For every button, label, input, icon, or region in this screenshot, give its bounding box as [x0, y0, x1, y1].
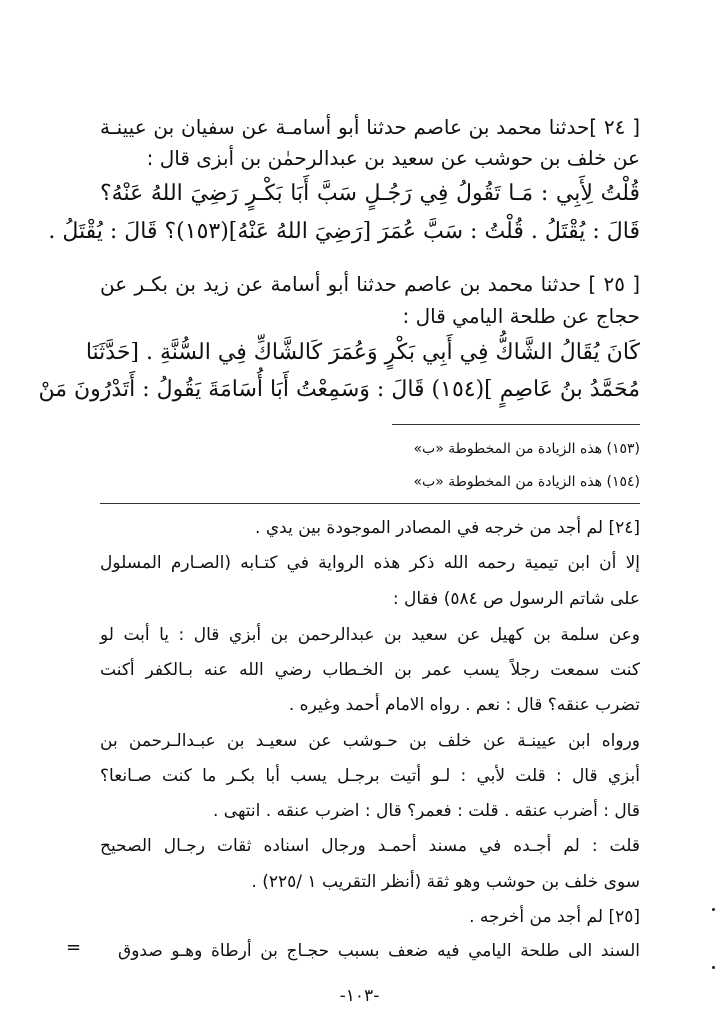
commentary-line-8: أبزي قال : قلت لأبي : لـو أتيت برجـل يسب أبا بكـر ما كنت صـانعا؟ [100, 766, 640, 786]
commentary-line-5: كنت سمعت رجلاً يسب عمر بن الخـطاب رضي الله عنه بـالكفر أكنت [100, 660, 640, 680]
footnote-separator [392, 424, 640, 425]
commentary-line-13: السند الى طلحة اليامي فيه ضعف بسبب حجـاج بن أرطاة وهـو صدوق [118, 941, 640, 961]
commentary-line-9: قال : أضرب عنقه . قلت : فعمر؟ قال : اضرب عنقه . انتهى . [212, 801, 640, 821]
continuation-mark: = [66, 937, 82, 958]
footnote-153: (١٥٣) هذه الزيادة من المخطوطة «ب» [413, 441, 640, 457]
commentary-line-7: ورواه ابن عيينـة عن خلف بن حـوشب عن سعيـد بن عبـدالـرحمن بن [100, 731, 640, 751]
hadith-24-matn-line-1: قُلْتُ لِأَبِي : مَـا تَقُولُ فِي رَجُـلٍ سَبَّ أَبَا بَكْـرٍ رَضِيَ اللهُ عَنْهُ؟ [100, 181, 640, 206]
footnote-154: (١٥٤) هذه الزيادة من المخطوطة «ب» [413, 474, 640, 490]
commentary-separator [100, 503, 640, 504]
hadith-24-isnad-line-1: [ ٢٤ ]حدثنا محمد بن عاصم حدثنا أبو أسامـة عن سفيان بن عيينـة [100, 115, 640, 139]
commentary-line-11: سوى خلف بن حوشب وهو ثقة (أنظر التقريب ١ /٢٢٥) . [251, 872, 640, 892]
commentary-line-4: وعن سلمة بن كهيل عن سعيد بن عبدالرحمن بن أبزي قال : يا أبت لو [100, 625, 640, 645]
hadith-25-matn-line-1: كَانَ يُقَالُ الشَّاكُّ فِي أَبِي بَكْرٍ وَعُمَرَ كَالشَّاكِّ فِي السُّنَّةِ . [حَدَّثَنَا [85, 340, 640, 365]
scan-speck [712, 908, 715, 911]
commentary-line-2: إلا أن ابن تيمية رحمه الله ذكر هذه الرواية في كتـابه (الصـارم المسلول [100, 553, 640, 573]
commentary-line-6: تضرب عنقه؟ قال : نعم . رواه الامام أحمد وغيره . [288, 695, 640, 715]
hadith-24-matn-line-2: قَالَ : يُقْتَلُ . قُلْتُ : سَبَّ عُمَرَ [رَضِيَ اللهُ عَنْهُ](١٥٣)؟ قَالَ : يُقْتَلُ . [48, 219, 640, 244]
commentary-line-10: قلت : لم أجـده في مسند أحمـد ورجال اسناده ثقات رجـال الصحيح [100, 836, 640, 856]
hadith-25-matn-line-2: مُحَمَّدُ بنُ عَاصِمٍ ](١٥٤) قَالَ : وَسَمِعْتُ أَبَا أُسَامَةَ يَقُولُ : أَتَدْرُونَ مَنْ [38, 377, 640, 402]
scan-speck [712, 966, 715, 969]
hadith-25-isnad-line-2: حجاج عن طلحة اليامي قال : [402, 304, 640, 328]
commentary-line-1: [٢٤] لم أجد من خرجه في المصادر الموجودة بين يدي . [255, 518, 640, 538]
commentary-line-3: على شاتم الرسول ص ٥٨٤) فقال : [392, 589, 640, 609]
hadith-25-isnad-line-1: [ ٢٥ ] حدثنا محمد بن عاصم حدثنا أبو أسامة عن زيد بن بكـر عن [100, 272, 640, 296]
hadith-24-isnad-line-2: عن خلف بن حوشب عن سعيد بن عبدالرحمٰن بن أبزى قال : [146, 146, 640, 170]
commentary-line-12: [٢٥] لم أجد من أخرجه . [469, 907, 640, 927]
page-number: -١٠٣- [339, 986, 380, 1006]
